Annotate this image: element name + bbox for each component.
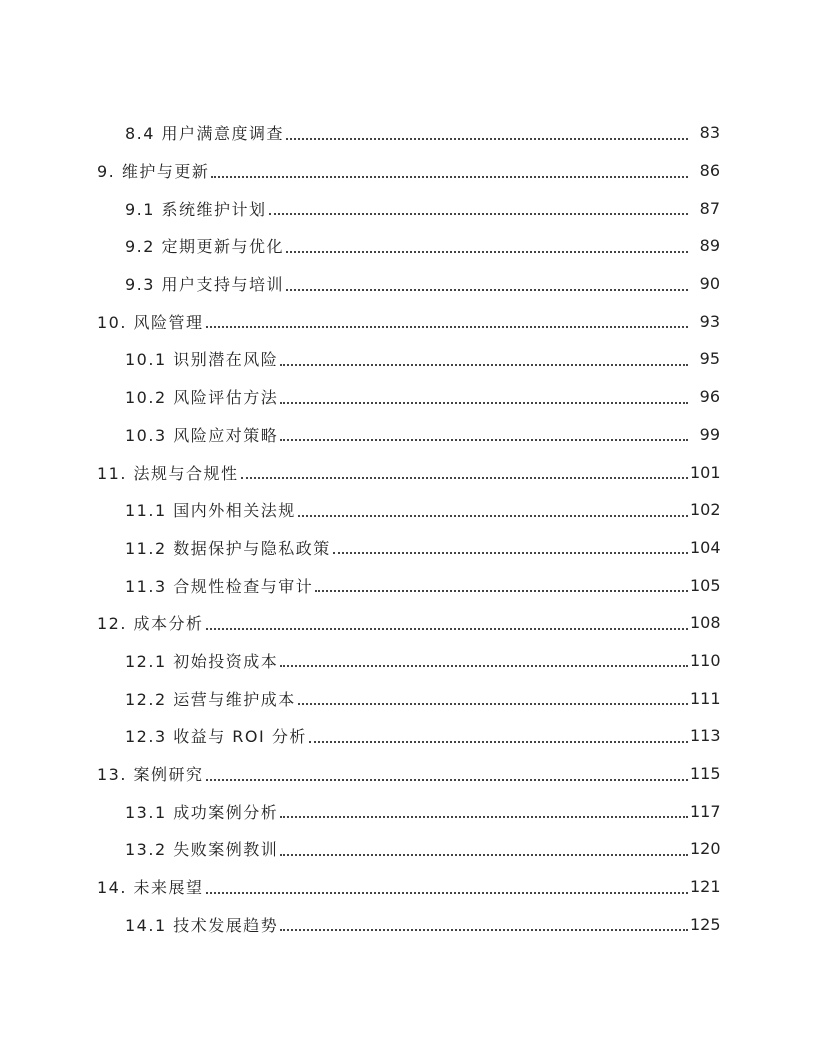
toc-entry-page: 99: [699, 424, 720, 444]
dot-leader: [280, 386, 688, 404]
toc-entry-page: 108: [690, 613, 721, 633]
toc-entry[interactable]: [0, 416, 816, 454]
toc-entry-page: 87: [699, 198, 720, 218]
dot-leader: [286, 273, 688, 291]
toc-entry[interactable]: [0, 905, 816, 943]
dot-leader: [206, 310, 688, 328]
toc-entry-title: 13.1 成功案例分析: [125, 800, 280, 823]
dot-leader: [286, 235, 688, 253]
toc-entry[interactable]: [0, 152, 816, 190]
dot-leader: [315, 574, 688, 592]
dot-leader: [211, 160, 688, 178]
toc-entry[interactable]: [0, 792, 816, 830]
toc-entry-title: 11.1 国内外相关法规: [125, 498, 298, 521]
dot-leader: [206, 612, 688, 630]
toc-entry[interactable]: [0, 227, 816, 265]
toc-entry-title: 11.3 合规性检查与审计: [125, 574, 315, 597]
toc-entry-page: 104: [690, 537, 721, 557]
toc-entry[interactable]: [0, 868, 816, 906]
toc-entry-page: 105: [690, 575, 721, 595]
toc-entry[interactable]: [0, 566, 816, 604]
dot-leader: [280, 913, 688, 931]
toc-entry-title: 10.2 风险评估方法: [125, 385, 280, 408]
toc-entry-page: 120: [690, 839, 721, 859]
toc-entry-page: 95: [699, 349, 720, 369]
toc-entry-page: 121: [690, 877, 721, 897]
toc-entry-page: 113: [690, 726, 721, 746]
toc-entry[interactable]: [0, 302, 816, 340]
toc-entry[interactable]: [0, 453, 816, 491]
toc-entry[interactable]: [0, 755, 816, 793]
toc-entry[interactable]: [0, 679, 816, 717]
toc-entry-title: 10.3 风险应对策略: [125, 423, 280, 446]
toc-entry-title: 9.2 定期更新与优化: [125, 234, 286, 257]
dot-leader: [206, 876, 688, 894]
toc-entry-title: 11.2 数据保护与隐私政策: [125, 536, 333, 559]
toc-entry-page: 89: [699, 236, 720, 256]
toc-entry-page: 86: [699, 161, 720, 181]
toc-entry-title: 12.1 初始投资成本: [125, 649, 280, 672]
table-of-contents: [0, 114, 816, 943]
dot-leader: [280, 649, 688, 667]
dot-leader: [280, 348, 688, 366]
toc-entry-page: 115: [690, 764, 721, 784]
toc-entry-page: 102: [690, 500, 721, 520]
dot-leader: [269, 197, 688, 215]
toc-entry-page: 117: [690, 801, 721, 821]
dot-leader: [206, 763, 688, 781]
dot-leader: [280, 423, 688, 441]
dot-leader: [280, 838, 688, 856]
toc-entry-title: 14.1 技术发展趋势: [125, 913, 280, 936]
dot-leader: [280, 800, 688, 818]
toc-entry[interactable]: [0, 340, 816, 378]
toc-entry-title: 12.2 运营与维护成本: [125, 687, 298, 710]
toc-entry[interactable]: [0, 604, 816, 642]
toc-entry-title: 8.4 用户满意度调查: [125, 121, 286, 144]
dot-leader: [309, 725, 688, 743]
toc-entry-title: 10. 风险管理: [97, 310, 206, 333]
toc-entry-title: 13.2 失败案例教训: [125, 837, 280, 860]
toc-entry[interactable]: [0, 830, 816, 868]
toc-entry-title: 11. 法规与合规性: [97, 461, 241, 484]
toc-entry-title: 12.3 收益与 ROI 分析: [125, 724, 309, 747]
toc-entry[interactable]: [0, 717, 816, 755]
dot-leader: [286, 122, 688, 140]
toc-entry-page: 125: [690, 914, 721, 934]
dot-leader: [298, 687, 688, 705]
dot-leader: [333, 536, 688, 554]
toc-entry[interactable]: [0, 265, 816, 303]
dot-leader: [298, 499, 688, 517]
toc-entry-page: 90: [699, 274, 720, 294]
toc-entry[interactable]: [0, 642, 816, 680]
toc-entry-page: 111: [690, 688, 721, 708]
toc-entry-title: 9.1 系统维护计划: [125, 197, 269, 220]
toc-entry[interactable]: [0, 114, 816, 152]
toc-entry-title: 10.1 识别潜在风险: [125, 347, 280, 370]
toc-entry-page: 110: [690, 650, 721, 670]
toc-entry-title: 9.3 用户支持与培训: [125, 272, 286, 295]
toc-entry-title: 12. 成本分析: [97, 611, 206, 634]
toc-entry-page: 83: [699, 123, 720, 143]
toc-entry[interactable]: [0, 491, 816, 529]
toc-entry-title: 13. 案例研究: [97, 762, 206, 785]
toc-entry-page: 93: [699, 311, 720, 331]
toc-entry[interactable]: [0, 529, 816, 567]
dot-leader: [241, 461, 688, 479]
toc-entry-page: 101: [690, 462, 721, 482]
toc-entry-title: 14. 未来展望: [97, 875, 206, 898]
toc-entry[interactable]: [0, 378, 816, 416]
toc-entry-page: 96: [699, 387, 720, 407]
toc-entry[interactable]: [0, 189, 816, 227]
toc-entry-title: 9. 维护与更新: [97, 159, 211, 182]
